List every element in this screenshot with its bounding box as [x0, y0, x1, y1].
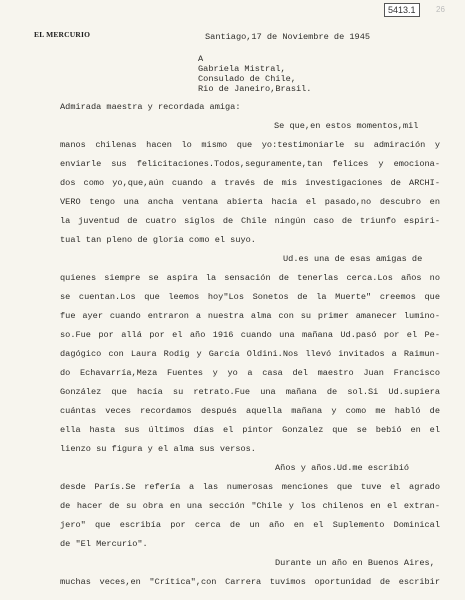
body-line: VERO tengo una ancha ventana abierta hacia el pasado,no descubro en — [60, 197, 440, 207]
body-line: fue ayer cuando entraron a nuestra alma con su primer amanecer lumino- — [60, 311, 440, 321]
body-line: Ud.es una de esas amigas de — [283, 254, 423, 264]
body-line: do Echavarría,Meza Fuentes y yo a casa del maestro Juan Francisco — [60, 368, 440, 378]
body-line: de hacer de su obra en una sección "Chile y los chilenos en el extran- — [60, 501, 440, 511]
salutation: Admirada maestra y recordada amiga: — [60, 102, 241, 112]
body-line: quienes siempre se aspira la sensación de tenerlas cerca.Los años no — [60, 273, 440, 283]
body-line: tual tan pleno de gloria como el suyo. — [60, 235, 256, 245]
addressee-line: A — [198, 54, 204, 64]
archive-number-faint: 26 — [436, 5, 445, 14]
body-line: Años y años.Ud.me escribió — [275, 463, 410, 473]
addressee-line: Gabriela Mistral, — [198, 64, 286, 74]
body-line: lienzo su figura y el alma sus versos. — [60, 444, 256, 454]
body-line: so.Fue por allá por el año 1916 cuando una mañana Ud.pasó por el Pe- — [60, 330, 440, 340]
body-line: la juventud de cuatro siglos de Chile ningún caso de triunfo espiri- — [60, 216, 440, 226]
body-line: ella hasta sus últimos días el pintor Gonzalez que se bebió en el — [60, 425, 440, 435]
addressee-line: Consulado de Chile, — [198, 74, 296, 84]
body-line: Se que,en estos momentos,mil — [274, 121, 419, 131]
archive-number: 5413.1 — [384, 3, 420, 17]
body-line: cuántas veces recordamos después aquella mañana y como me habló de — [60, 406, 440, 416]
body-line: jero" que escribía por cerca de un año en el Suplemento Dominical — [60, 520, 440, 530]
body-line: se cuentan.Los que leemos hoy"Los Sonetos de la Muerte" creemos que — [60, 292, 440, 302]
body-line: González que hacía su retrato.Fue una mañana de sol.Si Ud.supiera — [60, 387, 440, 397]
body-line: enviarle sus felicitaciones.Todos,seguramente,tan felices y emociona- — [60, 159, 440, 169]
body-line: dos como yo,que,aún cuando a través de mis investigaciones de ARCHI- — [60, 178, 440, 188]
body-line: de "El Mercurio". — [60, 539, 148, 549]
body-line: dagógico con Laura Rodig y García Oldini.Nos llevó invitados a Raimun- — [60, 349, 440, 359]
body-line: desde París.Se refería a las numerosas menciones que tuve el agrado — [60, 482, 440, 492]
body-line: Durante un año en Buenos Aires, — [275, 558, 435, 568]
letter-date: Santiago,17 de Noviembre de 1945 — [205, 32, 371, 42]
letterhead: EL MERCURIO — [34, 30, 91, 39]
body-line: muchas veces,en "Crítica",con Carrera tuvimos oportunidad de escribir — [60, 577, 440, 587]
addressee-line: Rio de Janeiro,Brasil. — [198, 84, 312, 94]
body-line: manos chilenas hacen lo mismo que yo:testimoniarle su admiración y — [60, 140, 440, 150]
